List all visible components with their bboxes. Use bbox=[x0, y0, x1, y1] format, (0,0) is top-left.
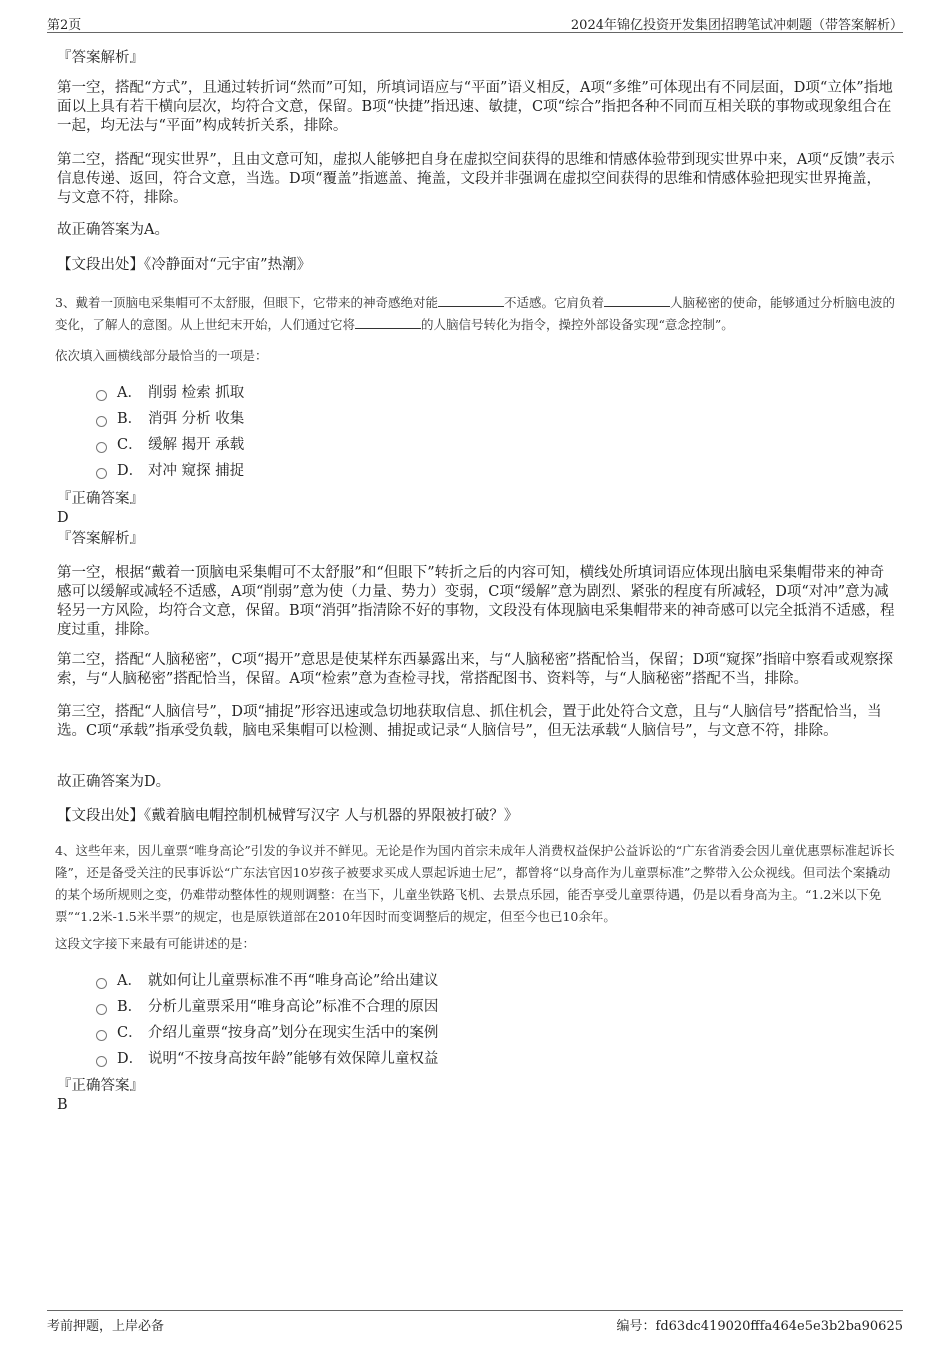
q4-option-b[interactable]: B． 分析儿童票采用“唯身高论”标准不合理的原因 bbox=[96, 997, 438, 1017]
q4-stem: 4、这些年来，因儿童票“唯身高论”引发的争议并不鲜见。无论是作为国内首宗未成年人消费权益保护公益诉讼的“广东省消委会因儿童优惠票标准起诉长隆”，还是备受关注的民事诉讼“广东法官因10岁孩子被要求买成人票起诉迪士尼”，都曾将“以身高作为儿童票标准”之弊带入公众视线。但司法个案撬动的某个场所规则之变，仍难带动整体性的规则调整：在当下，儿童坐铁路飞机、去景点乐园，能否享受儿童票待遇，仍是以看身高为主。“1.2米以下免票”“1.2米-1.5米半票”的规定，也是原铁道部在2010年因时而变调整后的规定，但至今也已10余年。 bbox=[55, 843, 895, 924]
q4-option-a[interactable]: A． 就如何让儿童票标准不再“唯身高论”给出建议 bbox=[96, 971, 438, 991]
radio-icon[interactable] bbox=[96, 468, 107, 479]
radio-icon[interactable] bbox=[96, 1030, 107, 1041]
q4-prompt: 这段文字接下来最有可能讲述的是： bbox=[55, 936, 256, 951]
q4-option-d[interactable]: D． 说明“不按身高按年龄”能够有效保障儿童权益 bbox=[96, 1049, 438, 1069]
q3-analysis-p1: 第一空，根据“戴着一顶脑电采集帽可不太舒服”和“但眼下”转折之后的内容可知，横线处所填词语应体现出脑电采集帽带来的神奇感可以缓解或减轻不适感，A项“削弱”意为使（力量、势力）变弱，C项“缓解”意为剧烈、紧张的程度有所减轻，D项“对冲”意为减轻另一方风险，均符合文意，保留。B项“消弭”指清除不好的事物，文段没有体现脑电采集帽带来的神奇感可以完全抵消不适感，程度过重，排除。 bbox=[57, 565, 895, 638]
radio-icon[interactable] bbox=[96, 1004, 107, 1015]
document-title: 2024年锦亿投资开发集团招聘笔试冲刺题（带答案解析） bbox=[570, 18, 903, 33]
q4-option-c[interactable]: C． 介绍儿童票“按身高”划分在现实生活中的案例 bbox=[96, 1023, 438, 1043]
q2-source: 【文段出处】《冷静面对“元宇宙”热潮》 bbox=[57, 257, 312, 273]
radio-icon[interactable] bbox=[96, 390, 107, 401]
document-id: 编号：fd63dc419020fffa464e5e3b2ba90625 bbox=[616, 1319, 903, 1334]
q2-analysis-label: 『答案解析』 bbox=[57, 50, 144, 66]
radio-icon[interactable] bbox=[96, 978, 107, 989]
q2-conclusion: 故正确答案为A。 bbox=[57, 222, 169, 238]
q2-analysis-p2: 第二空，搭配“现实世界”，且由文意可知，虚拟人能够把自身在虚拟空间获得的思维和情感体验带到现实世界中来，A项“反馈”表示信息传递、返回，符合文意，当选。D项“覆盖”指遮盖、掩盖，文段并非强调在虚拟空间获得的思维和情感体验把现实世界掩盖，与文意不符，排除。 bbox=[57, 152, 895, 206]
radio-icon[interactable] bbox=[96, 1056, 107, 1067]
q3-answer: D bbox=[57, 510, 69, 526]
q3-option-c[interactable]: C． 缓解 揭开 承载 bbox=[96, 435, 244, 455]
q2-analysis-p1: 第一空，搭配“方式”，且通过转折词“然而”可知，所填词语应与“平面”语义相反，A项“多维”可体现出有不同层面，D项“立体”指地面以上具有若干横向层次，均符合文意，保留。B项“快捷”指迅速、敏捷，C项“综合”指把各种不同而互相关联的事物或现象组合在一起，均无法与“平面”构成转折关系，排除。 bbox=[57, 80, 893, 134]
q3-answer-label: 『正确答案』 bbox=[57, 491, 144, 507]
q3-option-b[interactable]: B． 消弭 分析 收集 bbox=[96, 409, 244, 429]
q3-analysis-p2: 第二空，搭配“人脑秘密”，C项“揭开”意思是使某样东西暴露出来，与“人脑秘密”搭配恰当，保留；D项“窥探”指暗中察看或观察探索，与“人脑秘密”搭配恰当，保留。A项“检索”意为查检寻找，常搭配图书、资料等，与“人脑秘密”搭配不当，排除。 bbox=[57, 652, 894, 687]
q3-option-a[interactable]: A． 削弱 检索 抓取 bbox=[96, 383, 244, 403]
footer-slogan: 考前押题，上岸必备 bbox=[47, 1319, 165, 1334]
q3-analysis-p3: 第三空，搭配“人脑信号”，D项“捕捉”形容迅速或急切地获取信息、抓住机会，置于此处符合文意，且与“人脑信号”搭配恰当，当选。C项“承载”指承受负载，脑电采集帽可以检测、捕捉或记录“人脑信号”，但无法承载“人脑信号”，与文意不符，排除。 bbox=[57, 704, 882, 739]
q4-answer: B bbox=[57, 1097, 68, 1113]
q3-analysis-label: 『答案解析』 bbox=[57, 531, 144, 547]
page-number: 第2页 bbox=[47, 18, 82, 33]
q3-option-d[interactable]: D． 对冲 窥探 捕捉 bbox=[96, 461, 244, 481]
q3-prompt: 依次填入画横线部分最恰当的一项是： bbox=[55, 348, 268, 363]
radio-icon[interactable] bbox=[96, 442, 107, 453]
q3-source: 【文段出处】《戴着脑电帽控制机械臂写汉字 人与机器的界限被打破？》 bbox=[57, 808, 519, 824]
page-footer bbox=[47, 1310, 903, 1334]
page-header bbox=[47, 12, 903, 33]
radio-icon[interactable] bbox=[96, 416, 107, 427]
q3-stem: 3、戴着一顶脑电采集帽可不太舒服，但眼下，它带来的神奇感绝对能 不适感。它肩负着 人脑秘密的使命，能够通过分析脑电波的变化，了解人的意图。从上世纪末开始，人们通过它将 的人脑信号转化为指令，操控外部设备实现“意念控制”。 bbox=[55, 295, 896, 332]
q4-answer-label: 『正确答案』 bbox=[57, 1078, 144, 1094]
q3-conclusion: 故正确答案为D。 bbox=[57, 774, 171, 790]
